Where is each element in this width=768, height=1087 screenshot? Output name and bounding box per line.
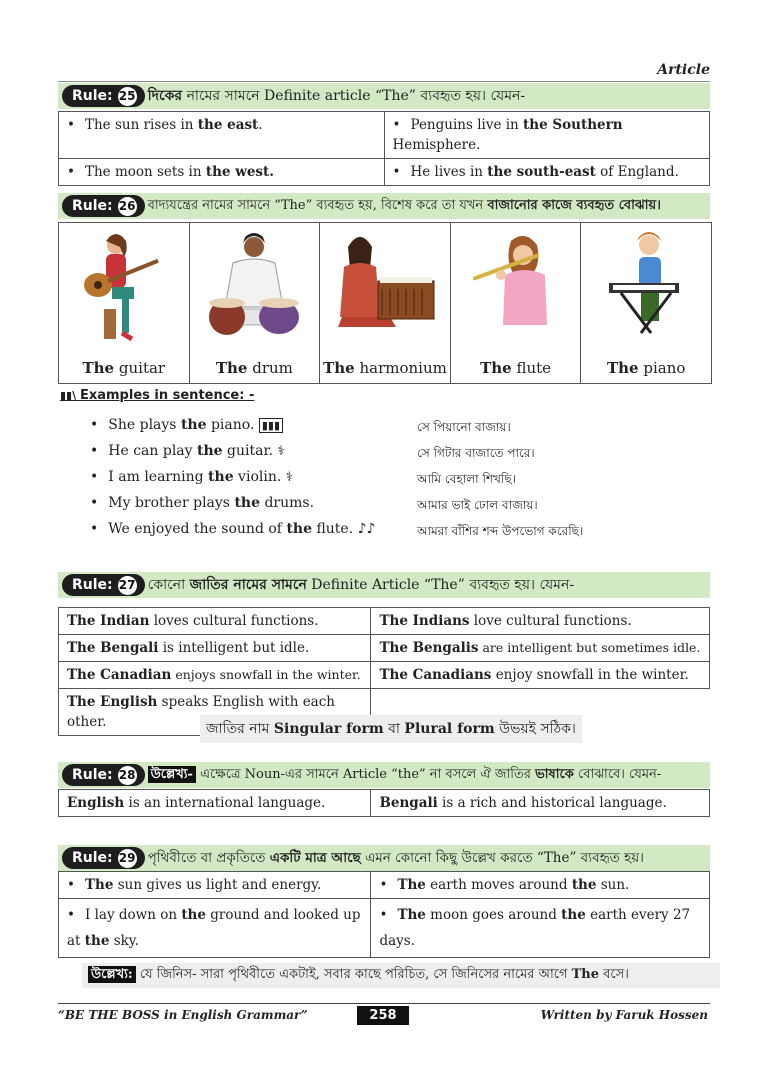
list-item: • My brother plays the drums.: [90, 495, 314, 511]
rule-bold: বাজানোর কাজে ব্যবহৃত বোঝায়।: [487, 197, 661, 213]
rule-number: 28: [118, 766, 137, 785]
rule-27-note: জাতির নাম Singular form বা Plural form উভয়ই সঠিক।: [200, 715, 582, 743]
table-row: [59, 608, 710, 635]
guitar-player-icon: [74, 229, 174, 347]
instrument-caption: The guitar: [82, 359, 166, 377]
rule-26-bar: [58, 193, 710, 219]
note-highlight: উল্লেখ্য-: [148, 766, 196, 783]
keyboard-icon: ▮▮▮: [259, 418, 283, 433]
rule-label: Rule: 29: [62, 847, 145, 869]
translation: সে গিটার বাজাতে পারে।: [417, 446, 535, 460]
rule-text: বাদ্যযন্ত্রের নামের সামনে “The” ব্যবহৃত হয়, বিশেষ করে তা যখন: [147, 197, 488, 213]
table-cell: The Indians love cultural functions.: [371, 608, 710, 635]
rule-text: নামের সামনে Definite article “The” ব্যবহৃত হয়। যেমন-: [182, 88, 526, 104]
footer-line: [58, 1003, 710, 1004]
table-cell: • The moon sets in the west.: [59, 159, 385, 186]
instrument-card: [190, 223, 321, 383]
rule-28-table: [58, 789, 710, 817]
table-row: [59, 899, 710, 958]
table-row: [59, 635, 710, 662]
table-cell: • The sun rises in the east.: [59, 112, 385, 159]
table-cell: • Penguins live in the Southern Hemisphere.: [384, 112, 710, 159]
list-item: • I am learning the violin. ⚕: [90, 469, 293, 485]
table-cell: • The earth moves around the sun.: [371, 872, 710, 899]
instrument-card: [451, 223, 582, 383]
rule-bold: জাতির নামের সামনে: [189, 577, 307, 593]
rule-number: 29: [118, 849, 137, 868]
translation: আমি বেহালা শিখছি।: [417, 472, 516, 486]
page-header-title: Article: [657, 62, 710, 78]
instrument-caption: The drum: [215, 359, 293, 377]
table-cell: • The moon goes around the earth every 27 days.: [371, 899, 710, 958]
list-item: • She plays the piano. ▮▮▮: [90, 417, 283, 433]
table-cell: • He lives in the south-east of England.: [384, 159, 710, 186]
rule-number: 27: [118, 576, 137, 595]
instrument-card: [320, 223, 451, 383]
rule-label: Rule: 25: [62, 85, 145, 107]
rule-label: Rule: 26: [62, 195, 145, 217]
table-cell: The Canadian enjoys snowfall in the winter.: [59, 662, 371, 689]
table-row: [59, 159, 710, 186]
instrument-caption: The harmonium: [323, 359, 447, 377]
rule-bold: দিকের: [147, 88, 183, 104]
rule-27-bar: Rule: 27 কোনো জাতির নামের সামনে Definite Article “The” ব্যবহৃত হয়। যেমন-: [58, 572, 710, 598]
examples-heading: ▮▮\ Examples in sentence: -: [60, 388, 255, 403]
music-notes-icon: ♪♪: [357, 521, 376, 537]
tabla-player-icon: [199, 229, 309, 347]
table-cell: • I lay down on the ground and looked up at the sky.: [59, 899, 371, 958]
instrument-gallery: [58, 222, 712, 384]
rule-label: Rule: 28: [62, 764, 145, 786]
rule-28-bar: Rule: 28 উল্লেখ্য- এক্ষেত্রে Noun-এর সামনে Article “the” না বসলে ঐ জাতির ভাষাকে বোঝাবে। যেমন-: [58, 762, 710, 788]
table-cell: The Bengali is intelligent but idle.: [59, 635, 371, 662]
flute-player-icon: [461, 229, 571, 347]
book-icon: ▮▮\: [60, 389, 80, 402]
list-item: • We enjoyed the sound of the flute. ♪♪: [90, 521, 376, 537]
footer-author: Written by Faruk Hossen: [540, 1008, 708, 1022]
table-row: [59, 872, 710, 899]
translation: আমরা বাঁশির শব্দ উপভোগ করেছি।: [417, 524, 584, 538]
table-cell: Bengali is a rich and historical language.: [371, 790, 710, 817]
guitar-icon: ⚕: [277, 444, 285, 459]
table-cell: • The sun gives us light and energy.: [59, 872, 371, 899]
rule-number: 25: [118, 87, 137, 106]
list-item: • He can play the guitar. ⚕: [90, 443, 285, 459]
rule-text: Definite Article “The” ব্যবহৃত হয়। যেমন-: [306, 577, 575, 593]
keyboard-player-icon: [591, 229, 701, 347]
page-number: 258: [357, 1006, 409, 1025]
rule-25-table: [58, 111, 710, 186]
rule-label: Rule: 27: [62, 574, 145, 596]
rule-number: 26: [118, 197, 137, 216]
table-cell: The Indian loves cultural functions.: [59, 608, 371, 635]
translation: আমার ভাই ঢোল বাজায়।: [417, 498, 538, 512]
rule-29-table: [58, 871, 710, 958]
table-cell: The Canadians enjoy snowfall in the winter.: [371, 662, 710, 689]
instrument-caption: The piano: [606, 359, 686, 377]
harmonium-player-icon: [330, 229, 440, 347]
footer-book-title: “BE THE BOSS in English Grammar”: [58, 1008, 308, 1022]
violin-icon: ⚕: [285, 470, 293, 485]
table-row: [59, 662, 710, 689]
rule-25-bar: [58, 83, 710, 109]
rule-29-note: উল্লেখ্য: যে জিনিস- সারা পৃথিবীতে একটাই, সবার কাছে পরিচিত, সে জিনিসের নামের আগে The বসে।: [82, 963, 720, 988]
instrument-caption: The flute: [480, 359, 552, 377]
table-cell: The English speaks English with each other.: [59, 689, 371, 736]
table-cell: The Bengalis are intelligent but sometimes idle.: [371, 635, 710, 662]
rule-29-bar: Rule: 29 পৃথিবীতে বা প্রকৃতিতে একটি মাত্র আছে এমন কোনো কিছু উল্লেখ করতে “The” ব্যবহৃত হয়।: [58, 845, 710, 871]
table-row: [59, 112, 710, 159]
table-cell: English is an international language.: [59, 790, 371, 817]
translation: সে পিয়ানো বাজায়।: [417, 420, 511, 434]
instrument-card: [59, 223, 190, 383]
instrument-card: [581, 223, 711, 383]
header-line: [58, 81, 710, 82]
table-row: [59, 790, 710, 817]
